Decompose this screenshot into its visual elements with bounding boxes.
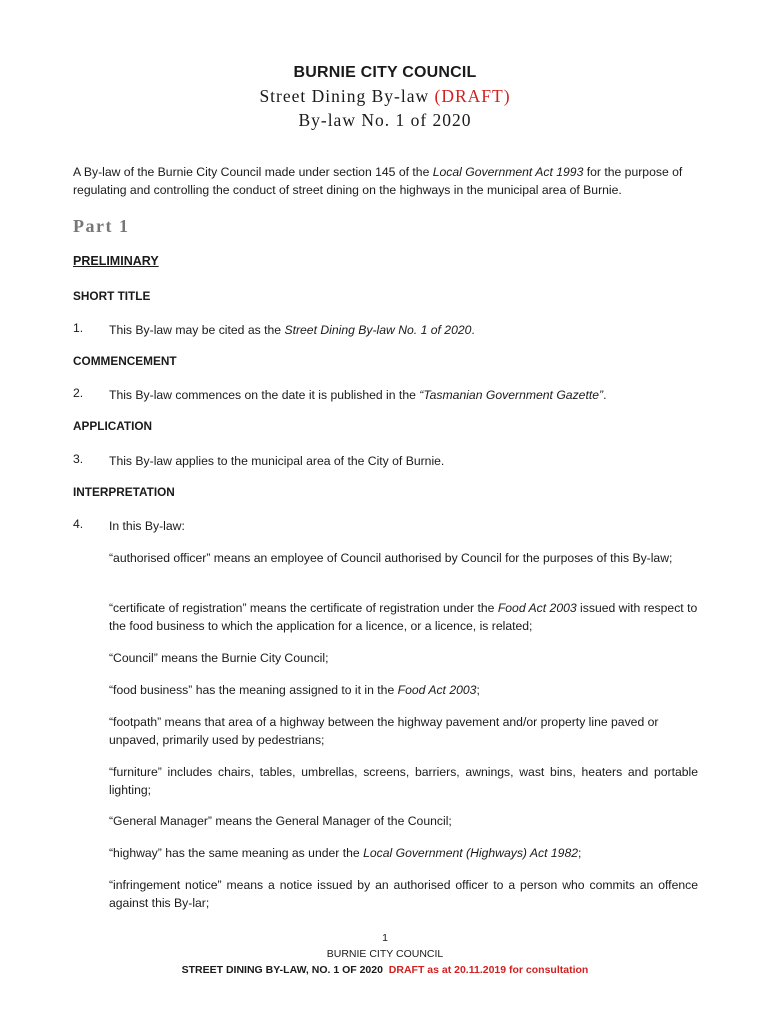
interpretation-heading: INTERPRETATION: [73, 485, 175, 499]
certificate-act: Food Act 2003: [497, 601, 577, 615]
footer-doc-line: [0, 962, 770, 978]
definition-council: “Council” means the Burnie City Council;: [109, 651, 329, 665]
food-business-act: Food Act 2003: [397, 683, 477, 697]
clause-1-lead: This By-law may be cited as the: [109, 323, 285, 337]
food-business-tail: ;: [476, 683, 480, 697]
preliminary-heading: PRELIMINARY: [73, 254, 159, 268]
clause-4: In this By-law:: [109, 519, 185, 533]
definition-footpath: “footpath” means that area of a highway between the highway pavement and/or property line paved or unpaved, primarily used by pedestrians;: [109, 715, 659, 747]
highway-tail: ;: [578, 846, 582, 860]
definition-highway: [109, 844, 698, 862]
commencement-heading: COMMENCEMENT: [73, 354, 177, 368]
title-block: [0, 62, 770, 132]
short-title-heading: SHORT TITLE: [73, 289, 151, 303]
council-name: BURNIE CITY COUNCIL: [293, 64, 477, 81]
food-business-lead: “food business” has the meaning assigned to it in the: [109, 683, 398, 697]
title-text: Street Dining By-law: [259, 86, 430, 106]
clause-1-cite: Street Dining By-law No. 1 of 2020: [284, 323, 472, 337]
intro-lead: A By-law of the Burnie City Council made under section 145 of the: [73, 165, 433, 179]
highway-lead: “highway” has the same meaning as under the: [109, 846, 364, 860]
clause-number-4: 4.: [73, 517, 84, 531]
clause-2: [109, 386, 606, 404]
certificate-lead: “certificate of registration” means the certificate of registration under the: [109, 601, 498, 615]
clause-1: [109, 321, 475, 339]
application-heading: APPLICATION: [73, 419, 153, 433]
certificate-tail: issued with respect to the food business to which the application for a licence, or a licence, is related;: [109, 601, 698, 633]
document-title: [0, 84, 770, 108]
clause-1-tail: .: [471, 323, 475, 337]
clause-number-1: 1.: [73, 321, 84, 335]
clause-2-lead: This By-law commences on the date it is published in the: [109, 388, 420, 402]
intro-act: Local Government Act 1993: [432, 165, 584, 179]
definition-furniture: “furniture” includes chairs, tables, umbrellas, screens, barriers, awnings, wast bins, heaters and portable lighting;: [109, 765, 698, 797]
part-label: Part 1: [73, 216, 130, 236]
footer-doc-title: STREET DINING BY-LAW, NO. 1 OF 2020: [181, 964, 383, 976]
definition-certificate-of-registration: [109, 599, 698, 635]
clause-2-cite: “Tasmanian Government Gazette”: [419, 388, 604, 402]
clause-3: This By-law applies to the municipal area of the City of Burnie.: [109, 454, 445, 468]
page-footer: [0, 930, 770, 978]
clause-number-2: 2.: [73, 386, 84, 400]
clause-2-tail: .: [603, 388, 607, 402]
definition-infringement-notice: “infringement notice” means a notice issued by an authorised officer to a person who commits an offence against this By-lar;: [109, 878, 698, 910]
footer-draft-status: DRAFT as at 20.11.2019 for consultation: [388, 964, 589, 976]
highway-act: Local Government (Highways) Act 1982: [363, 846, 579, 860]
clause-number-3: 3.: [73, 452, 84, 466]
page-number: 1: [382, 932, 388, 944]
definition-food-business: [109, 681, 698, 699]
footer-council: BURNIE CITY COUNCIL: [326, 948, 444, 960]
intro-paragraph: [73, 163, 698, 199]
draft-tag: (DRAFT): [434, 86, 511, 106]
definition-general-manager: “General Manager” means the General Manager of the Council;: [109, 814, 452, 828]
intro-tail: for the purpose of regulating and controlling the conduct of street dining on the highways in the municipal area of Burnie.: [73, 165, 683, 197]
bylaw-number: By-law No. 1 of 2020: [298, 110, 472, 130]
definition-authorised-officer: “authorised officer” means an employee of Council authorised by Council for the purposes of this By-law;: [109, 551, 673, 565]
